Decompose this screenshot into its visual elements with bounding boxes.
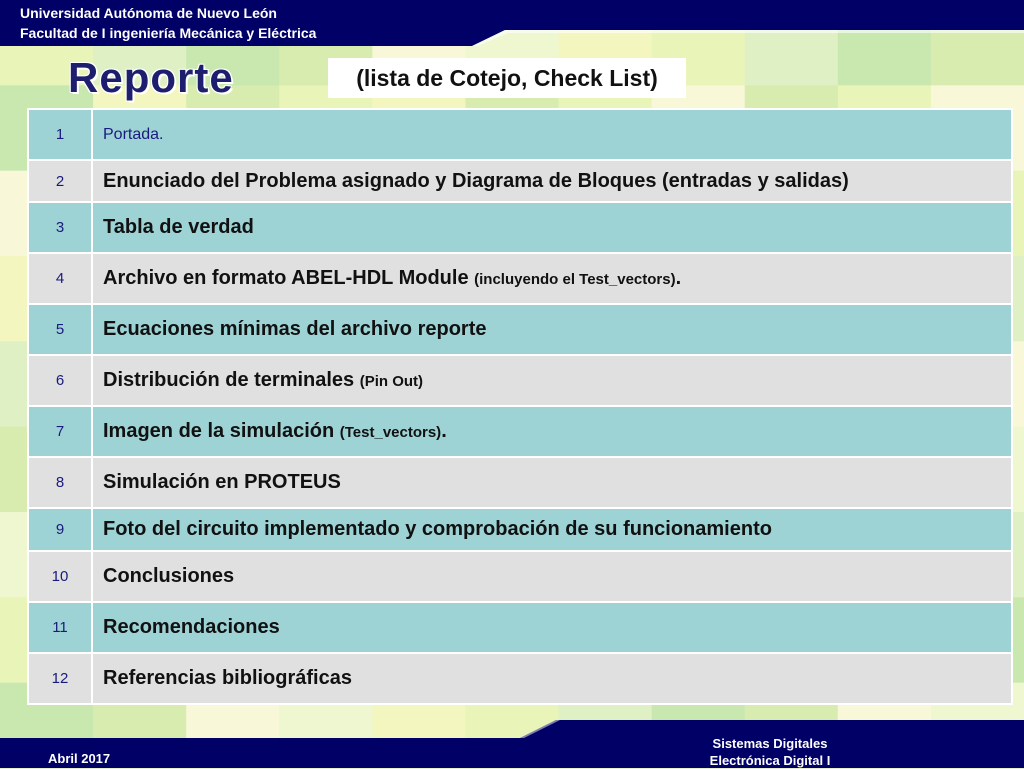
item-end: . — [675, 267, 682, 289]
item-note: (Test_vectors) — [339, 424, 442, 441]
table-row — [28, 508, 1012, 551]
item-number: 9 — [28, 508, 92, 551]
table-row — [28, 355, 1012, 406]
table-row — [28, 304, 1012, 355]
item-number: 11 — [28, 602, 92, 653]
item-text: Simulación en PROTEUS — [92, 457, 1012, 508]
page-title: Reporte — [68, 54, 234, 101]
footer-date: Abril 2017 — [48, 751, 111, 766]
item-number: 2 — [28, 160, 92, 202]
table-row — [28, 653, 1012, 704]
table-row — [28, 602, 1012, 653]
item-number: 8 — [28, 457, 92, 508]
item-text: Recomendaciones — [92, 602, 1012, 653]
item-number: 4 — [28, 253, 92, 304]
item-text: Foto del circuito implementado y comprobación de su funcionamiento — [92, 508, 1012, 551]
table-row — [28, 551, 1012, 602]
item-text: Enunciado del Problema asignado y Diagrama de Bloques (entradas y salidas) — [92, 160, 1012, 202]
table-row — [28, 160, 1012, 202]
table-row — [28, 253, 1012, 304]
item-number: 10 — [28, 551, 92, 602]
checklist-table — [27, 108, 1013, 705]
footer-course-line2: Electrónica Digital I — [709, 753, 831, 768]
table-row — [28, 202, 1012, 253]
item-text: Portada. — [92, 109, 1012, 160]
table-row — [28, 457, 1012, 508]
page-subtitle: (lista de Cotejo, Check List) — [328, 58, 686, 98]
table-row — [28, 406, 1012, 457]
item-text: Imagen de la simulación (Test_vectors). — [92, 406, 1012, 457]
item-text: Ecuaciones mínimas del archivo reporte — [92, 304, 1012, 355]
item-text: Archivo en formato ABEL-HDL Module (incluyendo el Test_vectors). — [92, 253, 1012, 304]
faculty-name: Facultad de I ingeniería Mecánica y Eléctrica — [20, 25, 317, 41]
item-number: 7 — [28, 406, 92, 457]
table-row — [28, 109, 1012, 160]
footer-course-line1: Sistemas Digitales — [712, 736, 828, 751]
item-number: 12 — [28, 653, 92, 704]
item-note: (incluyendo el Test_vectors) — [474, 271, 676, 288]
item-number: 5 — [28, 304, 92, 355]
item-text: Distribución de terminales (Pin Out) — [92, 355, 1012, 406]
item-number: 6 — [28, 355, 92, 406]
item-number: 1 — [28, 109, 92, 160]
university-name: Universidad Autónoma de Nuevo León — [20, 5, 277, 21]
item-text: Referencias bibliográficas — [92, 653, 1012, 704]
item-number: 3 — [28, 202, 92, 253]
footer-bar — [0, 720, 1024, 768]
item-note: (Pin Out) — [359, 373, 424, 390]
item-text: Tabla de verdad — [92, 202, 1012, 253]
item-end: . — [441, 420, 447, 442]
item-text: Conclusiones — [92, 551, 1012, 602]
